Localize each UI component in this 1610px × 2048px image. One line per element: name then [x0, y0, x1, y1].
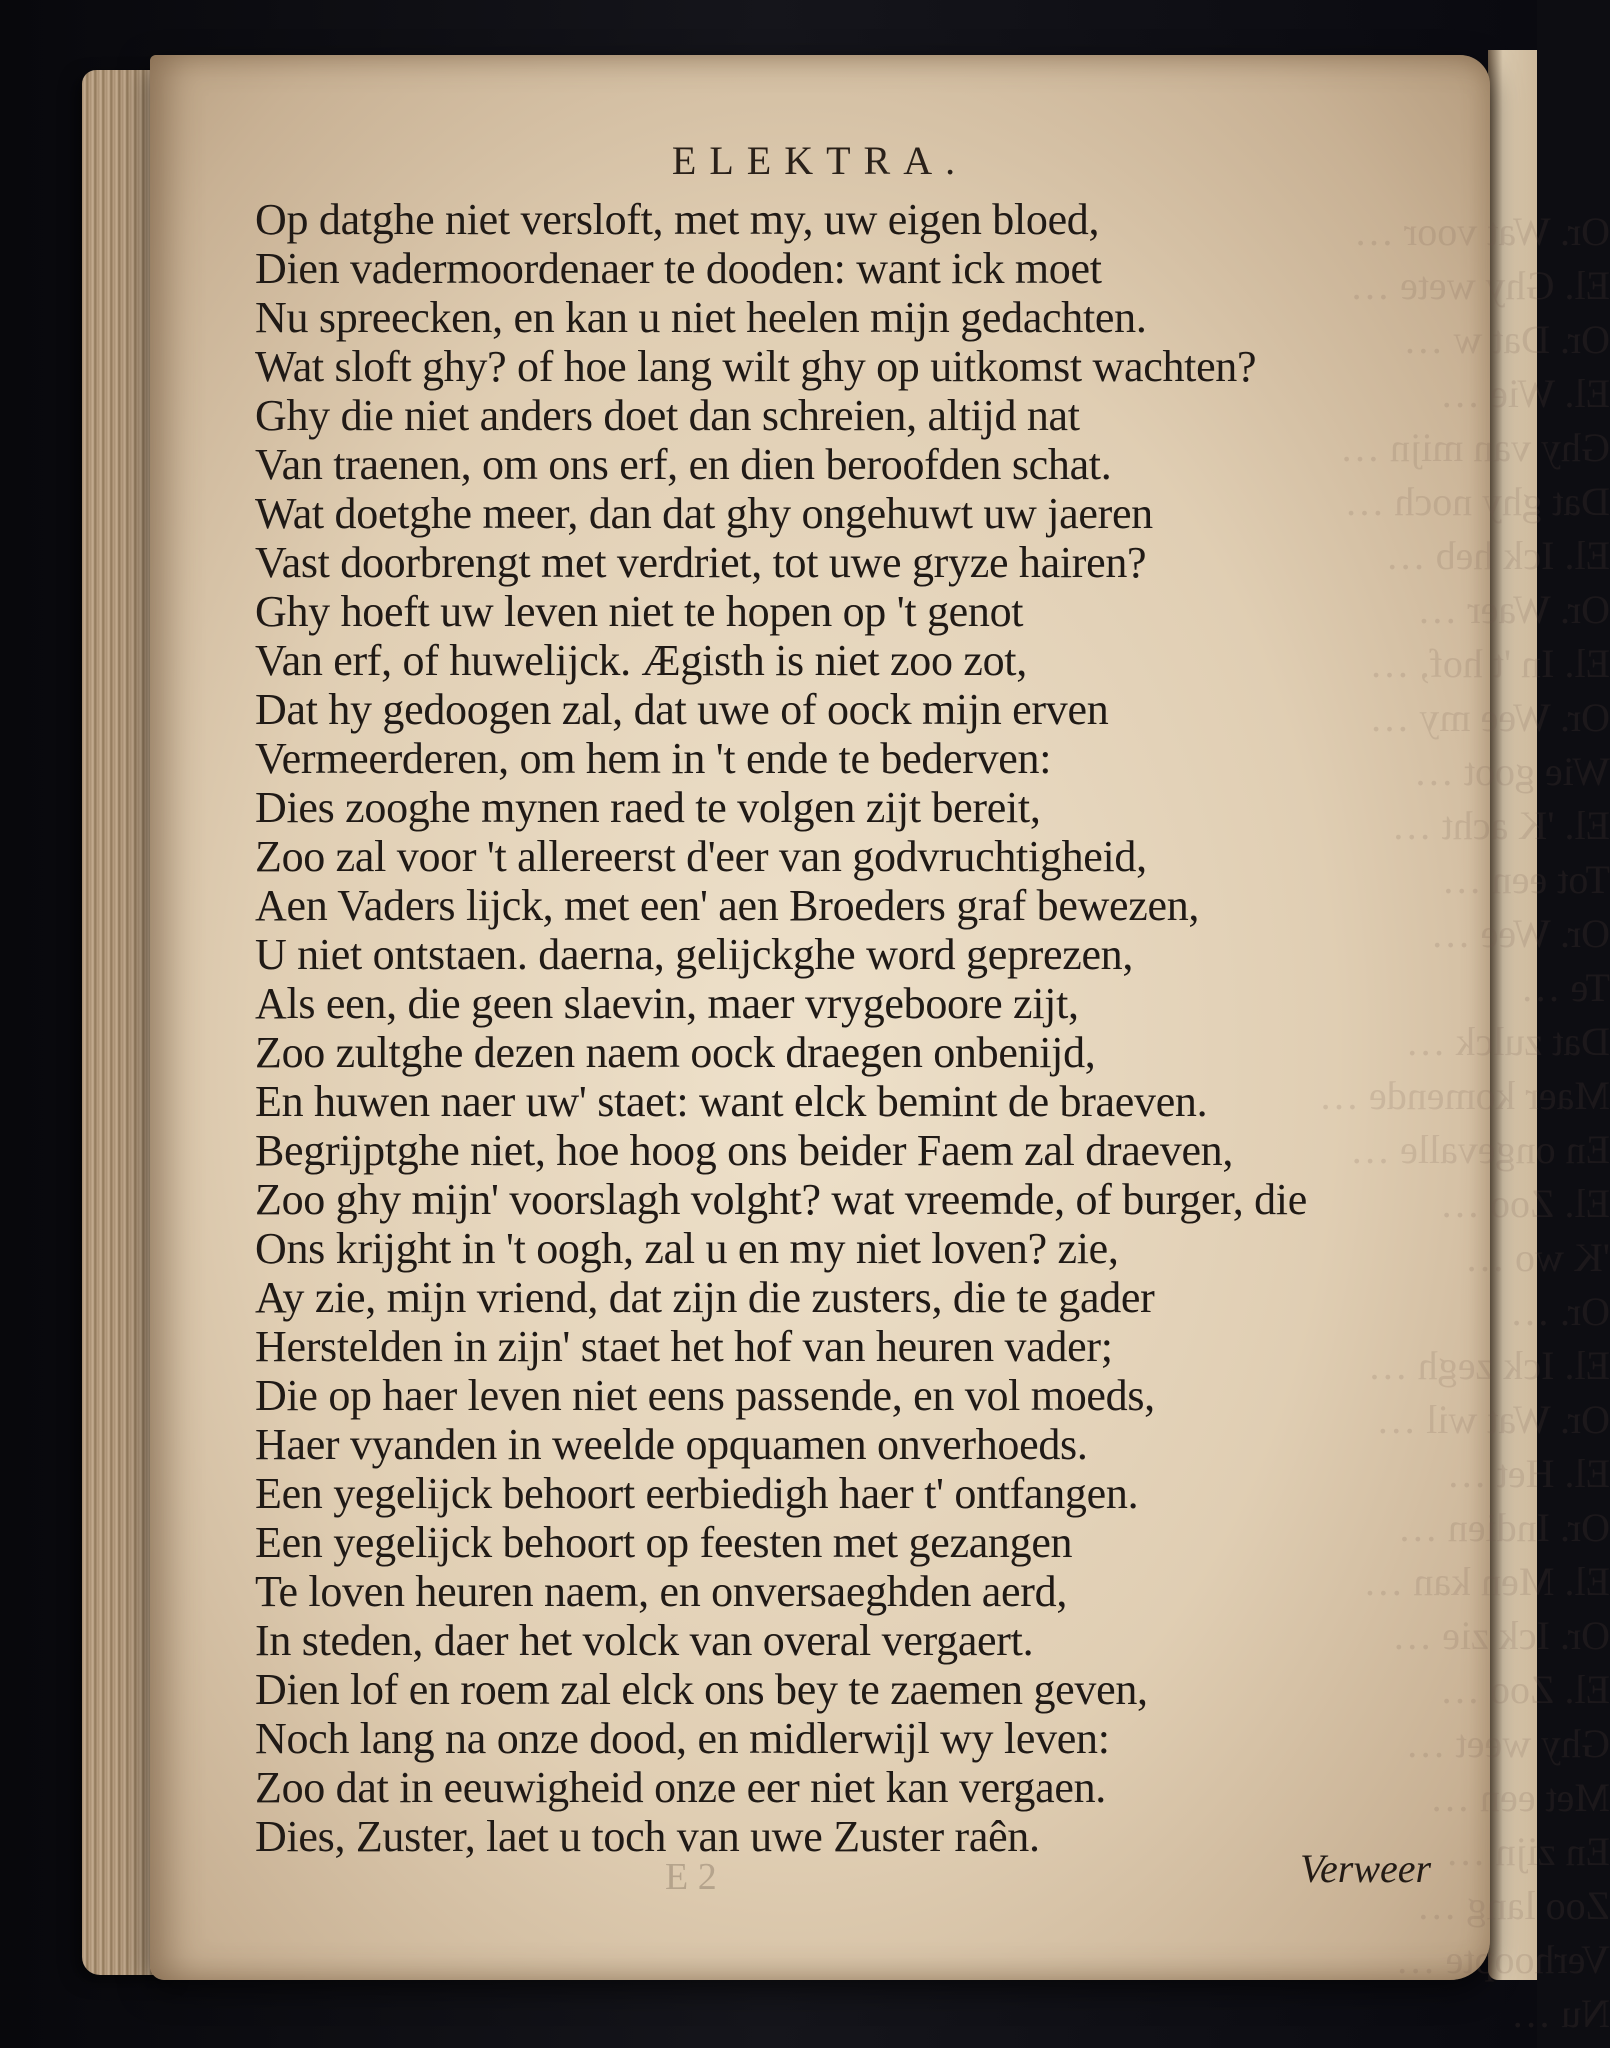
verse-line: Van traenen, om ons erf, en dien beroofden schat.: [255, 440, 1112, 489]
verse-line: En huwen naer uw' staet: want elck bemint de braeven.: [255, 1077, 1208, 1126]
running-head: ELEKTRA.: [671, 138, 969, 183]
verse-line: Vermeerderen, om hem in 't ende te bederven:: [255, 734, 1052, 783]
verse-line: Ons krijght in 't oogh, zal u en my niet loven? zie,: [255, 1224, 1119, 1273]
verse-line: Begrijptghe niet, hoe hoog ons beider Faem zal draeven,: [255, 1126, 1234, 1175]
verse-line: Op datghe niet versloft, met my, uw eigen bloed,: [255, 195, 1100, 244]
verse-line: Een yegelijck behoort op feesten met gezangen: [255, 1518, 1073, 1567]
verse-line: Dien vadermoordenaer te dooden: want ick moet: [255, 244, 1102, 293]
verse-line: Wat sloft ghy? of hoe lang wilt ghy op uitkomst wachten?: [255, 342, 1257, 391]
verse-line: Te loven heuren naem, en onversaeghden aerd,: [255, 1567, 1068, 1616]
catchword: Verweer: [1300, 1846, 1432, 1891]
facing-page-edge: [1488, 50, 1537, 1980]
verse-line: In steden, daer het volck van overal vergaert.: [255, 1616, 1034, 1665]
verse-line: Aen Vaders lijck, met een' aen Broeders graf bewezen,: [255, 881, 1200, 930]
verse-line: Die op haer leven niet eens passende, en vol moeds,: [255, 1371, 1155, 1420]
verse-line: Dien lof en roem zal elck ons bey te zaemen geven,: [255, 1665, 1148, 1714]
book-page: [150, 55, 1610, 2036]
verse-line: Als een, die geen slaevin, maer vrygeboore zijt,: [255, 979, 1079, 1028]
verse-line: Ay zie, mijn vriend, dat zijn die zusters, die te gader: [255, 1273, 1155, 1322]
signature-mark: E 2: [665, 1856, 717, 1898]
verse-line: Haer vyanden in weelde opquamen onverhoeds.: [255, 1420, 1088, 1469]
verse-line: Dies zooghe mynen raed te volgen zijt bereit,: [255, 783, 1041, 832]
verse-line: Ghy hoeft uw leven niet te hopen op 't genot: [255, 587, 1024, 636]
verse-text: [255, 195, 1307, 1861]
verse-line: Dat hy gedoogen zal, dat uwe of oock mijn erven: [255, 685, 1109, 734]
verse-line: Ghy die niet anders doet dan schreien, altijd nat: [255, 391, 1080, 440]
verse-line: Herstelden in zijn' staet het hof van heuren vader;: [255, 1322, 1113, 1371]
show-through-text: Or. Wat voor … El. Ghy wete … Or. w … El. … Ghy van mijn … Dat ghy noch … El. heb … Or. … El. In 't hof, … Or. Wee my … Wie … El. acht … Tot … Or. … Te … Dat … Maer komende … En ongevalle … El. … 'K wo … Or. … El. Ick zegh … Or. wil … El. … Or. … El. Men kan … Or. zie … El. … Ghy … Met … En … Zoo … … Nu …: [1318, 209, 1610, 2036]
verse-line: Nu spreecken, en kan u niet heelen mijn gedachten.: [255, 293, 1147, 342]
verse-line: Zoo zultghe dezen naem oock draegen onbenijd,: [255, 1028, 1096, 1077]
verse-line: Zoo zal voor 't allereerst d'eer van godvruchtigheid,: [255, 832, 1147, 881]
verse-line: U niet ontstaen. daerna, gelijckghe word geprezen,: [255, 930, 1134, 979]
verse-line: Noch lang na onze dood, en midlerwijl wy leven:: [255, 1714, 1110, 1763]
verse-line: Zoo dat in eeuwigheid onze eer niet kan vergaen.: [255, 1763, 1106, 1812]
verse-line: Een yegelijck behoort eerbiedigh haer t' ontfangen.: [255, 1469, 1139, 1518]
verse-line: Zoo ghy mijn' voorslagh volght? wat vreemde, of burger, die: [255, 1175, 1307, 1224]
verse-line: Wat doetghe meer, dan dat ghy ongehuwt uw jaeren: [255, 489, 1153, 538]
verse-line: Dies, Zuster, laet u toch van uwe Zuster raên.: [255, 1812, 1040, 1861]
verse-line: Van erf, of huwelijck. Ægisth is niet zoo zot,: [255, 636, 1027, 685]
verse-line: Vast doorbrengt met verdriet, tot uwe gryze hairen?: [255, 538, 1147, 587]
